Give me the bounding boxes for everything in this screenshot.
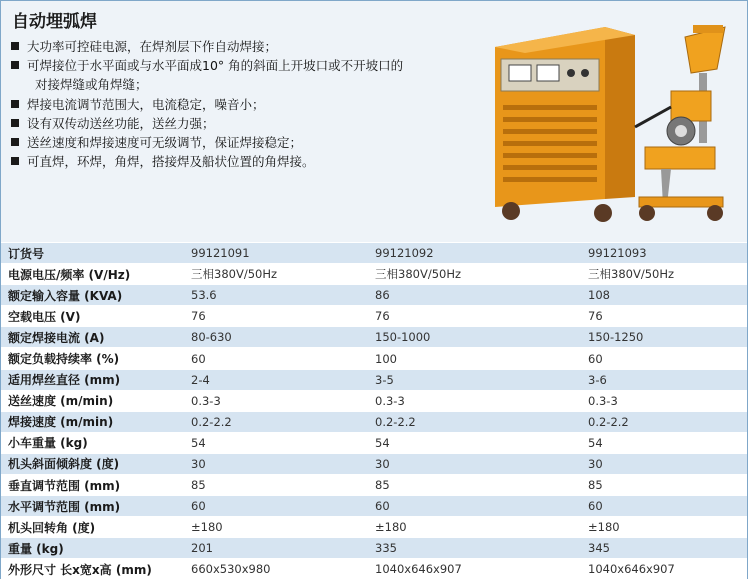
table-cell: 2-4 [184,369,368,390]
table-cell: 3-5 [368,369,581,390]
feature-item [9,152,489,171]
table-row [1,306,747,327]
table-row [1,285,747,306]
table-cell: 54 [184,432,368,453]
table-cell: 85 [581,475,747,496]
table-row [1,327,747,348]
table-cell: ±180 [368,517,581,538]
feature-item [9,37,489,56]
table-row [1,538,747,559]
table-cell: 1040x646x907 [368,559,581,580]
table-cell: 54 [368,432,581,453]
feature-item [9,56,489,75]
row-label: 额定输入容量 (KVA) [1,285,184,306]
table-cell: 76 [581,306,747,327]
feature-text: 可直焊，环焊，角焊，搭接焊及船状位置的角焊接。 [27,154,315,170]
table-cell: 60 [368,496,581,517]
table-row [1,411,747,432]
row-label: 额定焊接电流 (A) [1,327,184,348]
table-cell: 660x530x980 [184,559,368,580]
square-bullet-icon [11,157,19,165]
feature-item [9,133,489,152]
table-row [1,453,747,474]
table-cell: 85 [368,475,581,496]
feature-text: 对接焊缝或角焊缝； [35,77,148,93]
table-row [1,496,747,517]
row-label: 外形尺寸 长x宽x高 (mm) [1,559,184,580]
table-row [1,369,747,390]
table-row [1,559,747,580]
feature-text: 送丝速度和焊接速度可无级调节，保证焊接稳定； [27,135,303,151]
table-cell: 三相380V/50Hz [368,264,581,285]
table-cell: 150-1250 [581,327,747,348]
spec-table [1,243,747,581]
row-label: 垂直调节范围 (mm) [1,475,184,496]
table-cell: 30 [581,453,747,474]
table-cell: 76 [184,306,368,327]
row-label: 小车重量 (kg) [1,432,184,453]
table-cell: 60 [581,496,747,517]
table-cell: 76 [368,306,581,327]
square-bullet-icon [11,138,19,146]
table-row [1,243,747,264]
row-label: 电源电压/频率 (V/Hz) [1,264,184,285]
table-cell: 0.3-3 [184,390,368,411]
table-cell: 60 [184,348,368,369]
row-label: 重量 (kg) [1,538,184,559]
feature-item [9,95,489,114]
table-cell: 3-6 [581,369,747,390]
feature-item [9,75,489,94]
table-cell: 0.3-3 [368,390,581,411]
table-cell: ±180 [184,517,368,538]
table-cell: 60 [581,348,747,369]
row-label: 水平调节范围 (mm) [1,496,184,517]
table-row [1,264,747,285]
table-row [1,517,747,538]
square-bullet-icon [11,61,19,69]
table-cell: 0.2-2.2 [581,411,747,432]
row-label: 焊接速度 (m/min) [1,411,184,432]
table-row [1,432,747,453]
table-cell: 0.2-2.2 [184,411,368,432]
table-cell: 99121091 [184,243,368,264]
row-label: 空载电压 (V) [1,306,184,327]
table-cell: 三相380V/50Hz [581,264,747,285]
row-label: 机头回转角 (度) [1,517,184,538]
page-title: 自动埋弧焊 [12,12,97,32]
table-cell: 150-1000 [368,327,581,348]
table-cell: 30 [368,453,581,474]
row-label: 适用焊丝直径 (mm) [1,369,184,390]
row-label: 机头斜面倾斜度 (度) [1,453,184,474]
feature-list [9,37,489,171]
table-row [1,390,747,411]
table-cell: 0.2-2.2 [368,411,581,432]
table-row [1,475,747,496]
table-cell: 30 [184,453,368,474]
square-bullet-icon [11,100,19,108]
table-cell: 99121093 [581,243,747,264]
table-cell: 99121092 [368,243,581,264]
table-cell: 54 [581,432,747,453]
table-cell: 80-630 [184,327,368,348]
table-cell: 335 [368,538,581,559]
header-section [1,1,747,242]
feature-item [9,114,489,133]
table-cell: 53.6 [184,285,368,306]
feature-text: 设有双传动送丝功能，送丝力强； [27,115,215,131]
table-cell: 100 [368,348,581,369]
row-label: 订货号 [1,243,184,264]
welding-machine-image [485,7,745,233]
table-row [1,348,747,369]
row-label: 送丝速度 (m/min) [1,390,184,411]
table-cell: 108 [581,285,747,306]
table-cell: 0.3-3 [581,390,747,411]
row-label: 额定负载持续率 (%) [1,348,184,369]
square-bullet-icon [11,42,19,50]
feature-text: 大功率可控硅电源，在焊剂层下作自动焊接； [27,39,278,54]
table-cell: 201 [184,538,368,559]
table-cell: ±180 [581,517,747,538]
table-cell: 三相380V/50Hz [184,264,368,285]
table-cell: 86 [368,285,581,306]
table-cell: 1040x646x907 [581,559,747,580]
feature-text: 可焊接位于水平面或与水平面成10° 角的斜面上开坡口或不开坡口的 [27,58,404,74]
table-cell: 345 [581,538,747,559]
table-cell: 85 [184,475,368,496]
square-bullet-icon [11,119,19,127]
feature-text: 焊接电流调节范围大，电流稳定，噪音小； [27,96,265,112]
table-cell: 60 [184,496,368,517]
